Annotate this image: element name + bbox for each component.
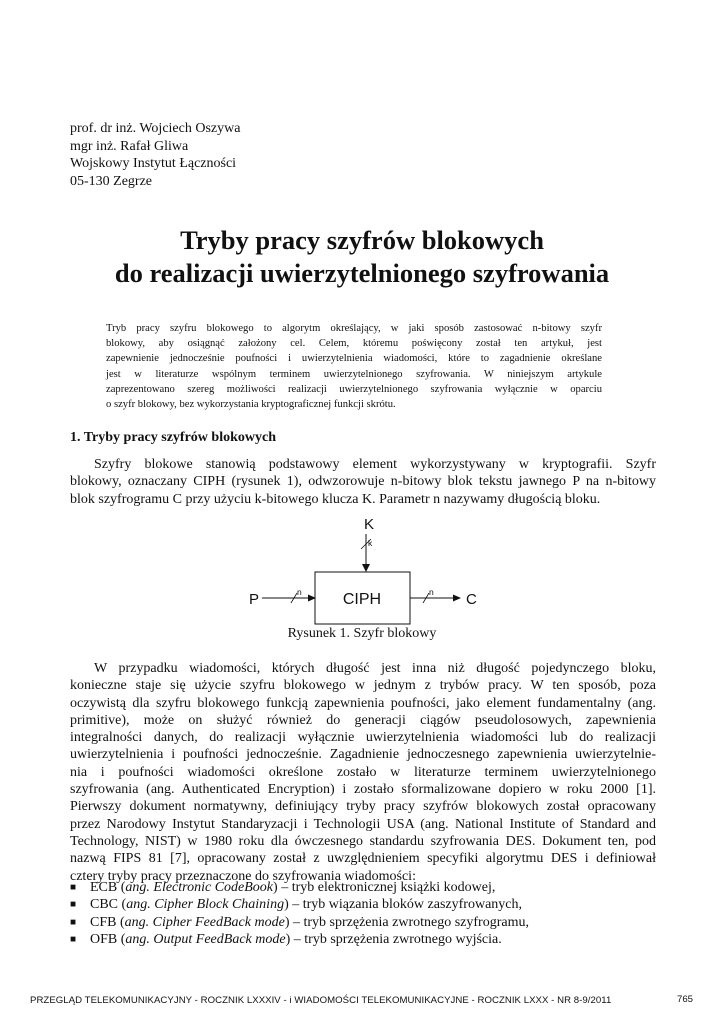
paragraph-line: nazwą FIPS 81 [7], opracowany został z uwzględnieniem specyfiki algorytmu DES i definiował: [70, 851, 656, 867]
abstract-line: o szyfr blokowy, bez wykorzystania kryptograficznej funkcji skrótu.: [106, 398, 396, 410]
abstract-line: Tryb pracy szyfru blokowego to algorytm określający, w jaki sposób zastosować n-bitowy szyfr: [106, 323, 602, 334]
paragraph-line: Szyfry blokowe stanowią podstawowy element wykorzystywany w kryptografii. Szyfr: [94, 457, 656, 472]
paragraph-line: blok szyfrogramu C przy użyciu k-bitowego klucza K. Parametr n nazywamy długością bloku.: [70, 491, 601, 507]
mode-desc: – tryb sprzężenia zwrotnego szyfrogramu,: [293, 914, 529, 930]
paragraph-1: [70, 456, 656, 508]
list-item: ■ CBC (ang. Cipher Block Chaining) – tryb wiązania bloków zaszyfrowanych,: [70, 897, 522, 913]
mode-desc: – tryb sprzężenia zwrotnego wyjścia.: [293, 931, 502, 947]
mode-english: ang. Cipher FeedBack mode: [124, 914, 285, 930]
figure-key-label: K: [364, 516, 375, 533]
bullet-icon: ■: [70, 882, 77, 893]
paragraph-line: szyfrowania (ang. Authenticated Encryption) i zostało sformalizowane dopiero w roku 2000 [1].: [70, 782, 656, 798]
mode-english: ang. Output FeedBack mode: [125, 931, 286, 947]
bullet-icon: ■: [70, 899, 77, 911]
mode-abbr: CBC: [90, 897, 119, 913]
paragraph-line: cztery tryby pracy przeznaczone do szyfrowania wiadomości:: [70, 868, 416, 884]
abstract-line: blokowy, aby osiągnąć założony cel. Celem, któremu poświęcony został ten artykuł, jest: [106, 338, 602, 350]
paragraph-line: nia i poufności wiadomości określone zostało w literaturze terminem uwierzytelnionego: [70, 764, 656, 780]
author-name-1: prof. dr inż. Wojciech Oszywa: [70, 121, 241, 136]
journal-footer: PRZEGLĄD TELEKOMUNIKACYJNY - ROCZNIK LXXXIV - i WIADOMOŚCI TELEKOMUNIKACYJNE - ROCZNIK LXXX - NR 8-9/2011: [30, 995, 612, 1006]
list-item: ■ ECB (ang. Electronic CodeBook) – tryb elektronicznej książki kodowej,: [70, 880, 496, 895]
figure-output-label: C: [466, 591, 477, 608]
page-number: 765: [677, 994, 694, 1005]
paragraph-line: oczywistą dla szyfru blokowego funkcją zapewnienia poufności, jako element fundamentalny (ang.: [70, 695, 656, 711]
author-name-2: mgr inż. Rafał Gliwa: [70, 138, 189, 154]
paragraph-line: konieczne staje się użycie szyfru blokowego w jednym z trybów pracy. W ten sposób, poza: [70, 678, 656, 694]
paragraph-line: przez Narodowy Instytut Standaryzacji i Technologii USA (ang. National Institute of Standard and: [70, 816, 656, 832]
author-address: 05-130 Zegrze: [70, 173, 153, 189]
abstract-line: zapewnienie jednocześnie poufności i uwierzytelnienia wiadomości, które to zagadnienie określane: [106, 353, 602, 365]
figure-input-bits: n: [297, 587, 302, 597]
paragraph-line: blokowy, oznaczany CIPH (rysunek 1), odwzorowuje n-bitowy blok tekstu jawnego P na n-bitowy: [70, 474, 656, 490]
author-block: [70, 120, 240, 190]
paragraph-line: primitive), może on służyć również do generacji ciągów pseudolosowych, zapewnienia: [70, 712, 656, 728]
paper-title: [0, 224, 724, 290]
paragraph-line: uwierzytelnienia i poufności jednocześnie. Zagadnienie jednoczesnego zapewnienia uwierzytelnie-: [70, 747, 656, 763]
paragraph-line: Pierwszy dokument normatywny, definiujący tryby pracy szyfrów blokowych został opracowany: [70, 799, 656, 815]
list-item: ■ OFB (ang. Output FeedBack mode) – tryb sprzężenia zwrotnego wyjścia.: [70, 931, 502, 947]
figure-key-bits: k: [368, 538, 373, 548]
output-arrow-head: [453, 595, 461, 602]
mode-abbr: OFB: [90, 931, 118, 947]
mode-desc: – tryb wiązania bloków zaszyfrowanych,: [292, 897, 522, 913]
mode-abbr: ECB: [90, 880, 118, 895]
figure-input-label: P: [249, 591, 260, 608]
author-institution: Wojskowy Instytut Łączności: [70, 156, 237, 172]
figure-caption: Rysunek 1. Szyfr blokowy: [287, 626, 437, 641]
bullet-icon: ■: [70, 916, 77, 928]
title-line-1: Tryby pracy szyfrów blokowych: [180, 225, 544, 255]
paragraph-line: W przypadku wiadomości, których długość jest inna niż długość pojedynczego bloku,: [94, 661, 656, 676]
figure-block-label: CIPH: [342, 591, 382, 608]
paragraph-2: [70, 660, 656, 885]
mode-english: ang. Cipher Block Chaining: [126, 897, 285, 913]
list-item: ■ CFB (ang. Cipher FeedBack mode) – tryb sprzężenia zwrotnego szyfrogramu,: [70, 914, 529, 930]
key-arrow-head: [362, 564, 370, 572]
section-heading: 1. Tryby pracy szyfrów blokowych: [70, 430, 276, 445]
abstract-line: jest w literaturze wspólnym terminem uwierzytelnionego szyfrowania. W niniejszym artykule: [106, 368, 602, 380]
bullet-icon: ■: [70, 933, 77, 945]
mode-desc: – tryb elektronicznej książki kodowej,: [281, 880, 496, 895]
paragraph-line: integralności danych, do realizacji wyłącznie uwierzytelnienia wiadomości lub do realizacji: [70, 730, 656, 746]
figure-output-bits: n: [429, 587, 434, 597]
block-cipher-figure: [240, 512, 500, 628]
paragraph-line: Technology, NIST) w 1980 roku dla ówczesnego standardu szyfrowania DES. Dokument ten, pod: [70, 833, 656, 849]
title-line-2: do realizacji uwierzytelnionego szyfrowania: [114, 258, 610, 288]
abstract: [106, 321, 602, 412]
mode-english: ang. Electronic CodeBook: [125, 880, 274, 895]
modes-list: [70, 879, 529, 948]
mode-abbr: CFB: [90, 914, 117, 930]
abstract-line: zaprezentowano szereg możliwości realizacji uwierzytelnionego szyfrowania wyłącznie w oparciu: [106, 383, 602, 395]
